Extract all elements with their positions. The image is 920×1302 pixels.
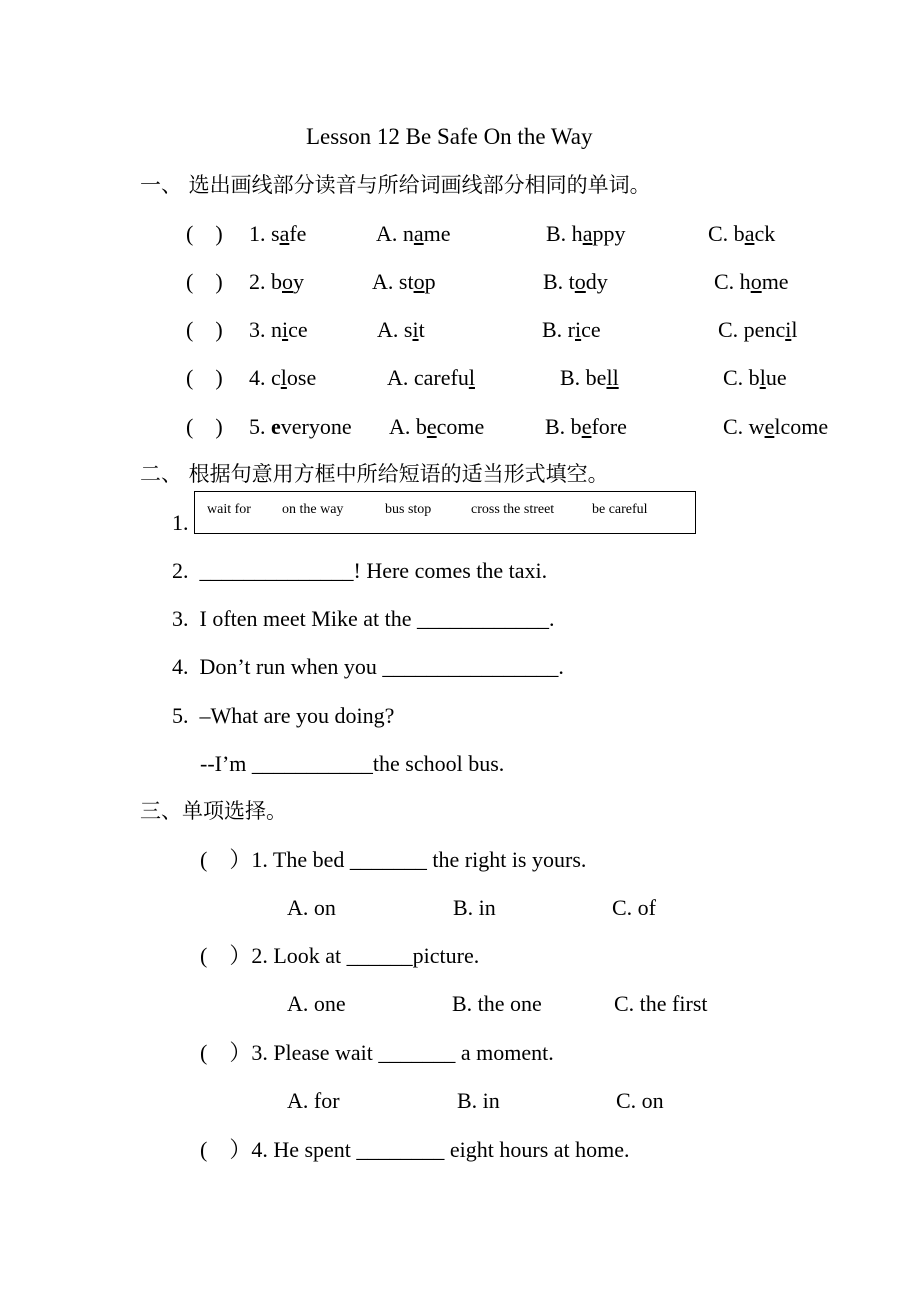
option-b	[546, 221, 625, 247]
fill-line-1: 1.	[172, 510, 189, 535]
word-part: i	[282, 317, 289, 342]
answer-paren: ( )	[186, 365, 223, 390]
option-a	[377, 317, 425, 343]
phrase: bus stop	[385, 502, 432, 517]
option-b	[542, 317, 601, 343]
word-part: 3.	[249, 317, 271, 342]
section-1-heading: 一、 选出画线部分读音与所给词画线部分相同的单词。	[140, 173, 651, 197]
word-part: 1.	[249, 221, 271, 246]
word-part: a	[279, 221, 290, 246]
given-word	[249, 269, 304, 295]
word-part: B. t	[543, 269, 575, 294]
word-part: l	[280, 365, 287, 390]
option-c	[723, 365, 787, 391]
word-part: ose	[286, 365, 317, 390]
word-part: o	[413, 269, 425, 294]
word-part: i	[412, 317, 419, 342]
word-part: l	[468, 365, 475, 390]
word-part: A. carefu	[387, 365, 469, 390]
answer-paren: ( )	[186, 269, 223, 294]
option-b	[545, 414, 627, 440]
word-part: B. r	[542, 317, 575, 342]
word-part: a	[744, 221, 755, 246]
word-part: A. st	[372, 269, 414, 294]
mc-question-1: ( ）1. The bed _______ the right is yours.	[200, 847, 587, 872]
mc-option: C. of	[612, 895, 656, 920]
fill-line-5: 5. –What are you doing?	[172, 703, 395, 728]
fill-line-5-answer: --I’m ___________the school bus.	[200, 751, 505, 776]
mc-option: A. on	[287, 895, 336, 920]
word-part: fore	[591, 414, 627, 439]
word-part: me	[761, 269, 789, 294]
option-c	[723, 414, 828, 440]
given-word	[249, 317, 308, 343]
word-part: C. h	[714, 269, 751, 294]
word-part: l	[759, 365, 766, 390]
word-part: e	[764, 414, 775, 439]
fill-line-3: 3. I often meet Mike at the ____________.	[172, 606, 555, 631]
word-part: ue	[765, 365, 787, 390]
option-a	[376, 221, 451, 247]
word-part: c	[271, 365, 281, 390]
word-part: e	[426, 414, 437, 439]
mc-question-3: ( ）3. Please wait _______ a moment.	[200, 1040, 554, 1065]
section-2-heading: 二、 根据句意用方框中所给短语的适当形式填空。	[140, 462, 609, 486]
word-part: e	[271, 414, 281, 439]
word-part: C. b	[708, 221, 745, 246]
word-part: me	[423, 221, 451, 246]
option-b	[560, 365, 619, 391]
option-a	[387, 365, 475, 391]
word-part: i	[575, 317, 582, 342]
word-part: B. b	[545, 414, 582, 439]
given-word	[249, 221, 306, 247]
phrase-box	[194, 491, 696, 534]
word-part: B. be	[560, 365, 607, 390]
phrase: wait for	[207, 502, 251, 517]
word-part: y	[293, 269, 304, 294]
option-a	[389, 414, 484, 440]
option-c	[714, 269, 789, 295]
mc-option: C. the first	[614, 991, 708, 1016]
option-a	[372, 269, 436, 295]
mc-question-4: ( ）4. He spent ________ eight hours at home.	[200, 1137, 630, 1162]
option-c	[708, 221, 775, 247]
page-title: Lesson 12 Be Safe On the Way	[306, 124, 593, 149]
mc-option: A. for	[287, 1088, 340, 1113]
word-part: B. h	[546, 221, 583, 246]
given-word	[249, 365, 316, 391]
phrase: on the way	[282, 502, 344, 517]
option-b	[543, 269, 608, 295]
phrase: be careful	[592, 502, 648, 517]
word-part: e	[581, 414, 592, 439]
answer-paren: ( )	[186, 317, 223, 342]
word-part: A. s	[377, 317, 413, 342]
fill-line-4: 4. Don’t run when you ________________.	[172, 654, 564, 679]
mc-option: B. the one	[452, 991, 542, 1016]
mc-option: A. one	[287, 991, 346, 1016]
word-part: fe	[289, 221, 307, 246]
word-part: ce	[581, 317, 601, 342]
word-part: n	[271, 317, 282, 342]
word-part: come	[436, 414, 485, 439]
word-part: A. n	[376, 221, 414, 246]
mc-option: C. on	[616, 1088, 664, 1113]
word-part: C. penc	[718, 317, 786, 342]
word-part: o	[282, 269, 293, 294]
word-part: veryone	[280, 414, 352, 439]
word-part: o	[750, 269, 762, 294]
word-part: l	[791, 317, 798, 342]
word-part: dy	[585, 269, 608, 294]
word-part: o	[574, 269, 586, 294]
mc-question-2: ( ）2. Look at ______picture.	[200, 943, 480, 968]
word-part: ll	[606, 365, 619, 390]
word-part: A. b	[389, 414, 427, 439]
word-part: a	[413, 221, 424, 246]
mc-option: B. in	[457, 1088, 500, 1113]
word-part: 4.	[249, 365, 271, 390]
word-part: i	[785, 317, 792, 342]
word-part: p	[424, 269, 436, 294]
word-part: C. b	[723, 365, 760, 390]
answer-paren: ( )	[186, 221, 223, 246]
word-part: ck	[754, 221, 776, 246]
word-part: s	[271, 221, 280, 246]
answer-paren: ( )	[186, 414, 223, 439]
section-3-heading: 三、单项选择。	[140, 799, 287, 823]
word-part: t	[418, 317, 425, 342]
word-part: b	[271, 269, 282, 294]
word-part: 2.	[249, 269, 271, 294]
word-part: C. w	[723, 414, 765, 439]
word-part: 5.	[249, 414, 271, 439]
word-part: a	[582, 221, 593, 246]
mc-option: B. in	[453, 895, 496, 920]
word-part: ppy	[592, 221, 626, 246]
option-c	[718, 317, 797, 343]
word-part: lcome	[774, 414, 829, 439]
fill-line-2: 2. ______________! Here comes the taxi.	[172, 558, 548, 583]
word-part: ce	[288, 317, 308, 342]
phrase: cross the street	[471, 502, 555, 517]
given-word	[249, 414, 352, 440]
